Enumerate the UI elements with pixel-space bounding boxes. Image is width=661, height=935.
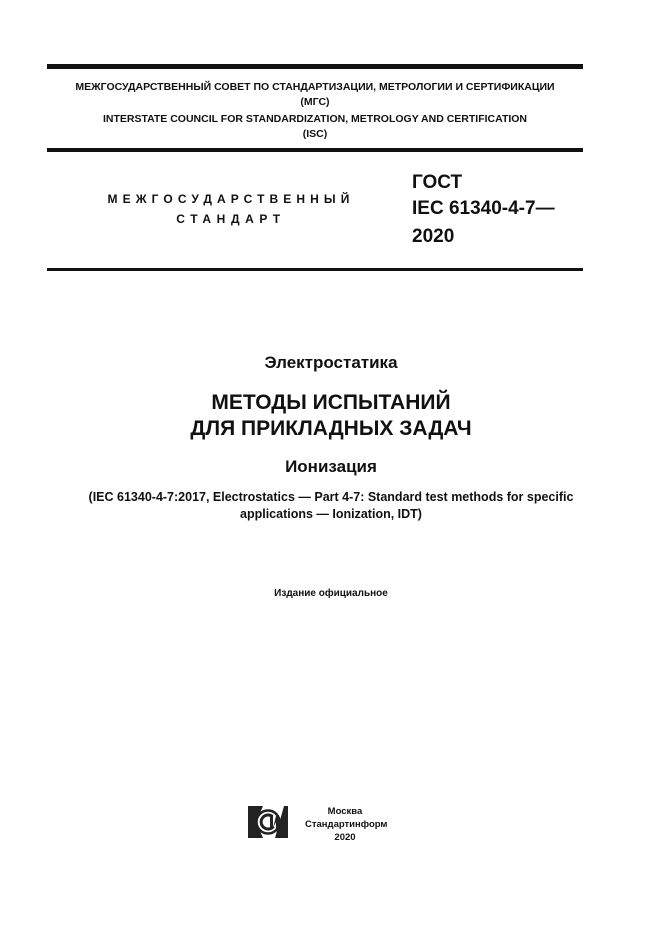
publisher-name: Стандартинформ [305, 819, 388, 830]
document-title-line-1: МЕТОДЫ ИСПЫТАНИЙ [211, 391, 451, 414]
document-title-line-2: ДЛЯ ПРИКЛАДНЫХ ЗАДАЧ [190, 417, 472, 440]
council-name-en: INTERSTATE COUNCIL FOR STANDARDIZATION, METROLOGY AND CERTIFICATION [102, 113, 528, 125]
standard-type-line-2: СТАНДАРТ [176, 212, 286, 226]
publisher-city: Москва [327, 806, 363, 817]
standartinform-logo-icon [248, 806, 288, 838]
top-rule [47, 64, 583, 69]
edition-label: Издание официальное [274, 588, 388, 599]
middle-rule [47, 148, 583, 152]
publication-year: 2020 [334, 832, 356, 843]
council-name-ru: МЕЖГОСУДАРСТВЕННЫЙ СОВЕТ ПО СТАНДАРТИЗАЦИИ, МЕТРОЛОГИИ И СЕРТИФИКАЦИИ [75, 81, 555, 93]
document-subject: Электростатика [264, 353, 398, 372]
council-abbr-ru: (МГС) [300, 96, 330, 108]
standard-designation-line-1: ГОСТ [412, 172, 463, 193]
standard-designation-line-2: IEC 61340-4-7— [412, 198, 555, 219]
council-abbr-en: (ISC) [302, 128, 328, 140]
english-reference-line-1: (IEC 61340-4-7:2017, Electrostatics — Part 4-7: Standard test methods for specific [88, 490, 574, 504]
standard-type-line-1: МЕЖГОСУДАРСТВЕННЫЙ [107, 192, 355, 206]
english-reference-line-2: applications — Ionization, IDT) [240, 507, 422, 521]
standard-designation-line-3: 2020 [412, 226, 455, 247]
bottom-rule [47, 268, 583, 271]
document-part-title: Ионизация [285, 457, 377, 476]
